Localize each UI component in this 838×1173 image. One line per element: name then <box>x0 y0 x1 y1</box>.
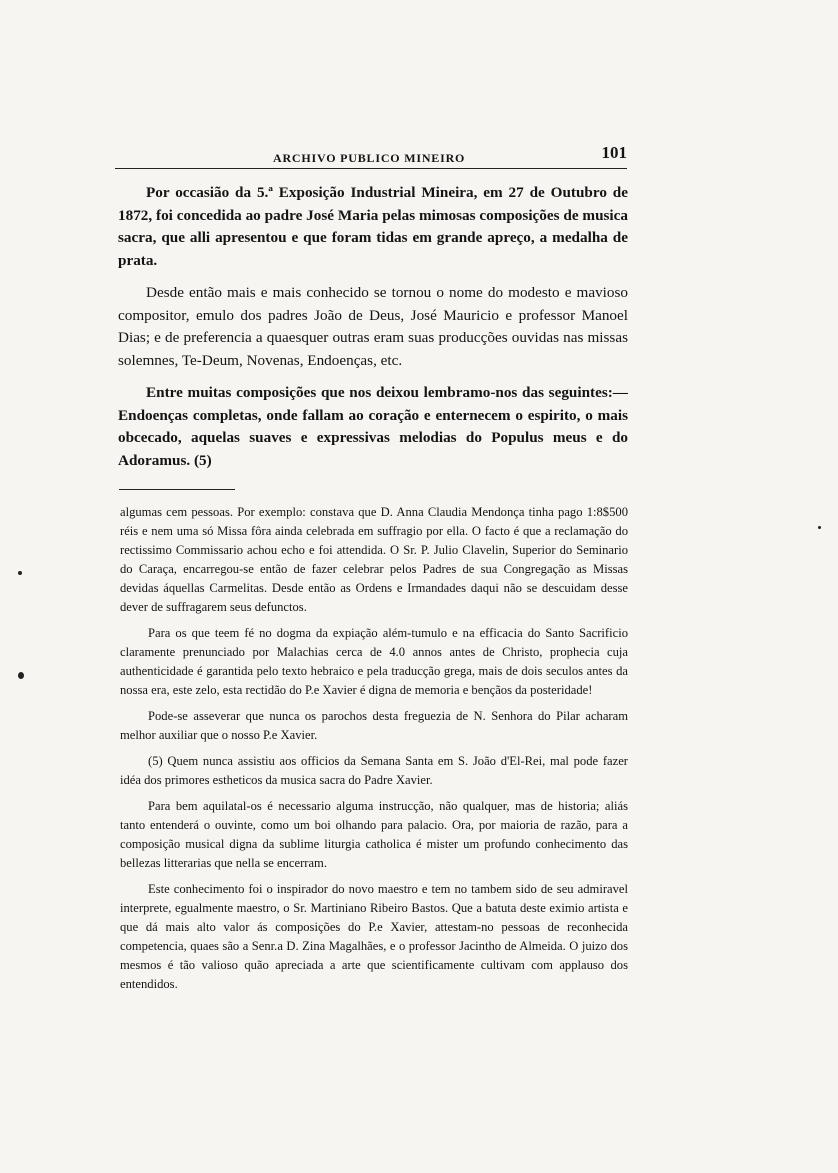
main-text <box>118 182 628 482</box>
footnote-paragraph: Este conhecimento foi o inspirador do novo maestro e tem no tambem sido de seu admiravel interprete, egualmente maestro, o Sr. Martiniano Ribeiro Bastos. Que a batuta deste eximio artista e que dá mais alto valor ás composições do P.e Xavier, attestam-no pessoas de reconhecida competencia, quaes são a Senr.a D. Zina Magalhães, e o professor Jacintho de Almeida. O juizo dos mesmos é tão valioso quão apreciada a arte que scientificamente cultivam com applauso dos entendidos. <box>120 882 628 991</box>
main-paragraph: Por occasião da 5.ª Exposição Industrial Mineira, em 27 de Outubro de 1872, foi concedida ao padre José Maria pelas mimosas composições de musica sacra, que alli apresentou e que foram tidas em grande apreço, a medalha de prata. <box>118 184 628 269</box>
scan-speck <box>818 526 821 529</box>
page-number: 101 <box>601 143 627 162</box>
main-paragraph: Desde então mais e mais conhecido se tornou o nome do modesto e mavioso compositor, emulo dos padres João de Deus, José Mauricio e professor Manoel Dias; e de preferencia a quaesquer outras eram suas producções ouvidas nas missas solemnes, Te-Deum, Novenas, Endoenças, etc. <box>118 284 628 369</box>
footnote-paragraph: Para bem aquilatal-os é necessario alguma instrucção, não qualquer, mas de historia; aliás tanto entenderá o ouvinte, como um boi olhando para palacio. Ora, por maioria de razão, para a composição musical digna da sublime liturgia catholica é mister um profundo conhecimento das bellezas litterarias que nella se encerram. <box>120 799 628 870</box>
footnotes <box>120 503 628 1001</box>
page-header <box>115 140 627 170</box>
running-head: ARCHIVO PUBLICO MINEIRO <box>273 151 466 165</box>
main-paragraph: Entre muitas composições que nos deixou lembramo-nos das seguintes:—Endoenças completas, onde fallam ao coração e enternecem o espirito, o mais obcecado, aquelas suaves e expressivas melodias do Populus meus e do Adoramus. (5) <box>118 384 628 469</box>
scan-speck <box>18 571 22 575</box>
footnote-rule <box>119 489 235 490</box>
header-rule <box>115 168 627 169</box>
footnote-paragraph: (5) Quem nunca assistiu aos officios da Semana Santa em S. João d'El-Rei, mal pode fazer idéa dos primores estheticos da musica sacra do Padre Xavier. <box>120 754 628 787</box>
footnote-paragraph: Para os que teem fé no dogma da expiação além-tumulo e na efficacia do Santo Sacrificio claramente prenunciado por Malachias cerca de 4.0 annos antes de Christo, prophecia cuja authenticidade é garantida pelo texto hebraico e pela traducção grega, mais de dois seculos antes da nossa era, este zelo, esta rectidão do P.e Xavier é digna de memoria e bençãos da posteridade! <box>120 626 628 697</box>
scan-speck <box>18 672 24 679</box>
footnote-paragraph: Pode-se asseverar que nunca os parochos desta freguezia de N. Senhora do Pilar acharam melhor auxiliar que o nosso P.e Xavier. <box>120 709 628 742</box>
footnote-paragraph: algumas cem pessoas. Por exemplo: constava que D. Anna Claudia Mendonça tinha pago 1:8$500 réis e nem uma só Missa fôra ainda celebrada em suffragio por ella. O facto é que a reclamação do rectissimo Commissario achou echo e foi attendida. O Sr. P. Julio Clavelin, Superior do Seminario do Caraça, encarregou-se então de fazer celebrar pelos Padres de sua Congregação as Missas devidas áquellas Carmelitas. Desde então as Ordens e Irmandades daqui não se descuidam desse dever de suffragarem seus defunctos. <box>120 505 628 614</box>
